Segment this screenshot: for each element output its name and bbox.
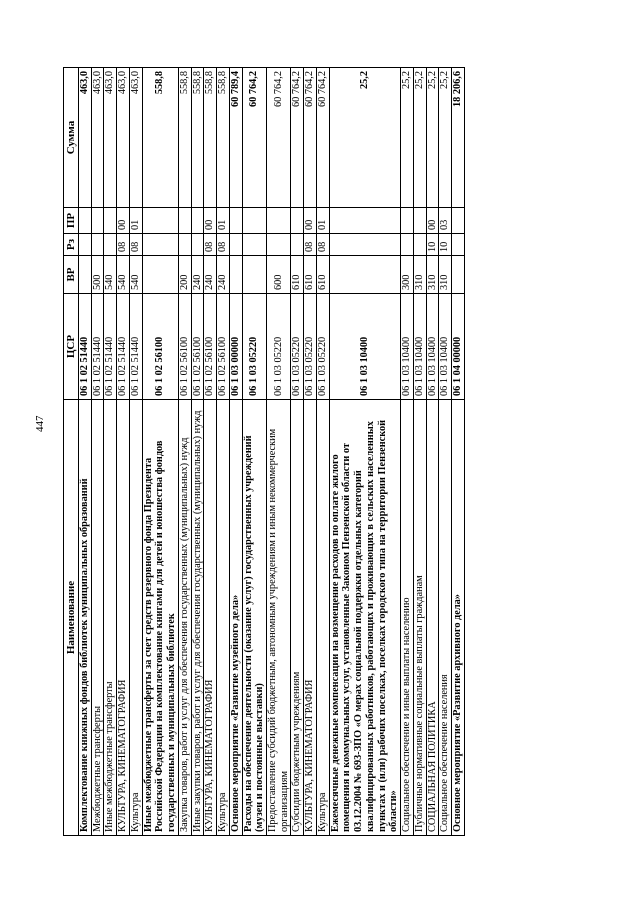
cell-name: Социальное обеспечение населения xyxy=(439,400,452,836)
cell-rz xyxy=(91,234,104,256)
cell-sum: 463,0 xyxy=(117,68,130,208)
header-rz: Рз xyxy=(64,234,79,256)
cell-name: Ежемесячные денежные компенсации на возмещение расходов по оплате жилого помещения и коммунальных услуг, установленные Законом Пензенской области от 03.12.2004 № 693-ЗПО «О мерах социальной поддержки отдельных категорий квалифицированных работников, работающих и проживающих в сельских населенных пунктах и (или) рабочих поселках, поселках городского типа на территории Пензенской области» xyxy=(329,400,400,836)
cell-csr: 06 1 03 10400 xyxy=(426,294,439,400)
cell-rz: 08 xyxy=(217,234,230,256)
cell-vr xyxy=(242,256,266,294)
table-row xyxy=(413,68,426,836)
cell-rz: 10 xyxy=(426,234,439,256)
cell-rz xyxy=(142,234,178,256)
cell-vr: 610 xyxy=(316,256,329,294)
cell-name: КУЛЬТУРА, КИНЕМАТОГРАФИЯ xyxy=(204,400,217,836)
cell-vr xyxy=(329,256,400,294)
cell-rz xyxy=(413,234,426,256)
table-row xyxy=(452,68,465,836)
cell-csr: 06 1 02 56100 xyxy=(191,294,204,400)
cell-pr: 00 xyxy=(426,208,439,234)
cell-vr: 310 xyxy=(413,256,426,294)
cell-csr: 06 1 03 10400 xyxy=(439,294,452,400)
table-row xyxy=(242,68,266,836)
table-row xyxy=(142,68,178,836)
table-row xyxy=(191,68,204,836)
cell-csr: 06 1 02 56100 xyxy=(204,294,217,400)
rotated-page xyxy=(63,68,608,836)
cell-rz xyxy=(178,234,191,256)
table-row xyxy=(267,68,291,836)
cell-vr: 200 xyxy=(178,256,191,294)
cell-rz xyxy=(452,234,465,256)
table-row xyxy=(229,68,242,836)
table-row xyxy=(117,68,130,836)
cell-csr: 06 1 02 51440 xyxy=(79,294,92,400)
cell-csr: 06 1 03 05220 xyxy=(291,294,304,400)
cell-sum: 60 764,2 xyxy=(291,68,304,208)
cell-vr: 310 xyxy=(439,256,452,294)
cell-rz xyxy=(104,234,117,256)
cell-pr xyxy=(452,208,465,234)
cell-csr: 06 1 02 51440 xyxy=(117,294,130,400)
table-row xyxy=(104,68,117,836)
cell-pr: 01 xyxy=(316,208,329,234)
cell-name: Иные межбюджетные трансферты xyxy=(104,400,117,836)
header-row xyxy=(64,68,79,836)
cell-sum: 25,2 xyxy=(439,68,452,208)
cell-sum: 558,8 xyxy=(178,68,191,208)
cell-rz xyxy=(229,234,242,256)
cell-vr: 240 xyxy=(191,256,204,294)
cell-vr xyxy=(142,256,178,294)
cell-vr: 240 xyxy=(204,256,217,294)
cell-name: Основное мероприятие «Развитие архивного дела» xyxy=(452,400,465,836)
cell-rz xyxy=(329,234,400,256)
cell-csr: 06 1 02 56100 xyxy=(178,294,191,400)
table-row xyxy=(426,68,439,836)
cell-sum: 25,2 xyxy=(426,68,439,208)
cell-rz: 08 xyxy=(117,234,130,256)
cell-csr: 06 1 03 05220 xyxy=(316,294,329,400)
cell-csr: 06 1 03 05220 xyxy=(242,294,266,400)
cell-sum: 25,2 xyxy=(401,68,414,208)
header-pr: ПР xyxy=(64,208,79,234)
header-vr: ВР xyxy=(64,256,79,294)
cell-rz xyxy=(79,234,92,256)
cell-csr: 06 1 04 00000 xyxy=(452,294,465,400)
header-csr: ЦСР xyxy=(64,294,79,400)
cell-sum: 18 206,6 xyxy=(452,68,465,208)
table-row xyxy=(79,68,92,836)
table-row xyxy=(291,68,304,836)
cell-vr: 540 xyxy=(117,256,130,294)
cell-rz xyxy=(191,234,204,256)
cell-csr: 06 1 03 05220 xyxy=(267,294,291,400)
table-row xyxy=(401,68,414,836)
cell-pr xyxy=(401,208,414,234)
cell-rz xyxy=(401,234,414,256)
cell-rz: 08 xyxy=(204,234,217,256)
cell-name: Комплектование книжных фондов библиотек муниципальных образований xyxy=(79,400,92,836)
cell-sum: 558,8 xyxy=(142,68,178,208)
cell-vr xyxy=(452,256,465,294)
cell-name: Закупка товаров, работ и услуг для обеспечения государственных (муниципальных) нужд xyxy=(178,400,191,836)
cell-csr: 06 1 03 10400 xyxy=(401,294,414,400)
cell-name: Иные закупки товаров, работ и услуг для обеспечения государственных (муниципальных) нужд xyxy=(191,400,204,836)
cell-sum: 60 789,4 xyxy=(229,68,242,208)
cell-rz xyxy=(291,234,304,256)
budget-table xyxy=(63,67,465,836)
cell-csr: 06 1 02 56100 xyxy=(142,294,178,400)
cell-sum: 463,0 xyxy=(91,68,104,208)
cell-csr: 06 1 02 56100 xyxy=(217,294,230,400)
cell-rz xyxy=(242,234,266,256)
cell-csr: 06 1 02 51440 xyxy=(104,294,117,400)
cell-vr: 610 xyxy=(304,256,317,294)
header-name: Наименование xyxy=(64,400,79,836)
cell-sum: 60 764,2 xyxy=(304,68,317,208)
cell-vr: 540 xyxy=(104,256,117,294)
cell-pr: 01 xyxy=(217,208,230,234)
table-row xyxy=(439,68,452,836)
cell-sum: 25,2 xyxy=(329,68,400,208)
cell-pr xyxy=(291,208,304,234)
cell-vr: 540 xyxy=(129,256,142,294)
cell-pr xyxy=(79,208,92,234)
table-row xyxy=(304,68,317,836)
cell-sum: 463,0 xyxy=(129,68,142,208)
cell-pr: 00 xyxy=(304,208,317,234)
header-sum: Сумма xyxy=(64,68,79,208)
cell-sum: 60 764,2 xyxy=(267,68,291,208)
cell-name: Публичные нормативные социальные выплаты гражданам xyxy=(413,400,426,836)
cell-vr: 310 xyxy=(426,256,439,294)
cell-sum: 558,8 xyxy=(217,68,230,208)
cell-name: Культура xyxy=(316,400,329,836)
cell-sum: 463,0 xyxy=(79,68,92,208)
table-row xyxy=(129,68,142,836)
cell-pr xyxy=(142,208,178,234)
cell-name: КУЛЬТУРА, КИНЕМАТОГРАФИЯ xyxy=(117,400,130,836)
cell-vr xyxy=(229,256,242,294)
cell-sum: 60 764,2 xyxy=(242,68,266,208)
cell-pr xyxy=(413,208,426,234)
cell-pr xyxy=(104,208,117,234)
cell-csr: 06 1 02 51440 xyxy=(129,294,142,400)
cell-csr: 06 1 03 05220 xyxy=(304,294,317,400)
cell-csr: 06 1 03 10400 xyxy=(329,294,400,400)
cell-name: КУЛЬТУРА, КИНЕМАТОГРАФИЯ xyxy=(304,400,317,836)
cell-sum: 463,0 xyxy=(104,68,117,208)
table-row xyxy=(178,68,191,836)
table-body xyxy=(79,68,465,836)
cell-pr: 03 xyxy=(439,208,452,234)
cell-name: Межбюджетные трансферты xyxy=(91,400,104,836)
cell-pr: 01 xyxy=(129,208,142,234)
cell-csr: 06 1 03 10400 xyxy=(413,294,426,400)
cell-name: Иные межбюджетные трансферты за счет средств резервного фонда Президента Российской Федерации на комплектование книгами для детей и юношества фондов государственных и муниципальных библиотек xyxy=(142,400,178,836)
table-row xyxy=(316,68,329,836)
cell-pr xyxy=(191,208,204,234)
cell-vr xyxy=(79,256,92,294)
cell-name: Культура xyxy=(129,400,142,836)
cell-csr: 06 1 03 00000 xyxy=(229,294,242,400)
cell-pr xyxy=(329,208,400,234)
cell-vr: 600 xyxy=(267,256,291,294)
cell-vr: 610 xyxy=(291,256,304,294)
cell-pr xyxy=(242,208,266,234)
page-number: 447 xyxy=(34,415,46,432)
cell-rz: 10 xyxy=(439,234,452,256)
table-row xyxy=(329,68,400,836)
cell-rz: 08 xyxy=(304,234,317,256)
table-row xyxy=(91,68,104,836)
cell-vr: 300 xyxy=(401,256,414,294)
cell-vr: 240 xyxy=(217,256,230,294)
cell-name: Социальное обеспечение и иные выплаты населению xyxy=(401,400,414,836)
cell-name: Субсидии бюджетным учреждениям xyxy=(291,400,304,836)
cell-name: Предоставление субсидий бюджетным, автономным учреждениям и иным некоммерческим организациям xyxy=(267,400,291,836)
cell-sum: 558,8 xyxy=(204,68,217,208)
cell-sum: 558,8 xyxy=(191,68,204,208)
table-row xyxy=(204,68,217,836)
cell-rz xyxy=(267,234,291,256)
cell-rz: 08 xyxy=(129,234,142,256)
cell-name: СОЦИАЛЬНАЯ ПОЛИТИКА xyxy=(426,400,439,836)
cell-pr xyxy=(267,208,291,234)
table-row xyxy=(217,68,230,836)
cell-pr xyxy=(229,208,242,234)
cell-sum: 25,2 xyxy=(413,68,426,208)
cell-vr: 500 xyxy=(91,256,104,294)
cell-pr: 00 xyxy=(204,208,217,234)
cell-pr: 00 xyxy=(117,208,130,234)
cell-pr xyxy=(178,208,191,234)
cell-csr: 06 1 02 51440 xyxy=(91,294,104,400)
cell-pr xyxy=(91,208,104,234)
cell-rz: 08 xyxy=(316,234,329,256)
cell-name: Основное мероприятие «Развитие музейного дела» xyxy=(229,400,242,836)
cell-sum: 60 764,2 xyxy=(316,68,329,208)
cell-name: Расходы на обеспечение деятельности (оказание услуг) государственных учреждений (музеи и постоянные выставки) xyxy=(242,400,266,836)
cell-name: Культура xyxy=(217,400,230,836)
